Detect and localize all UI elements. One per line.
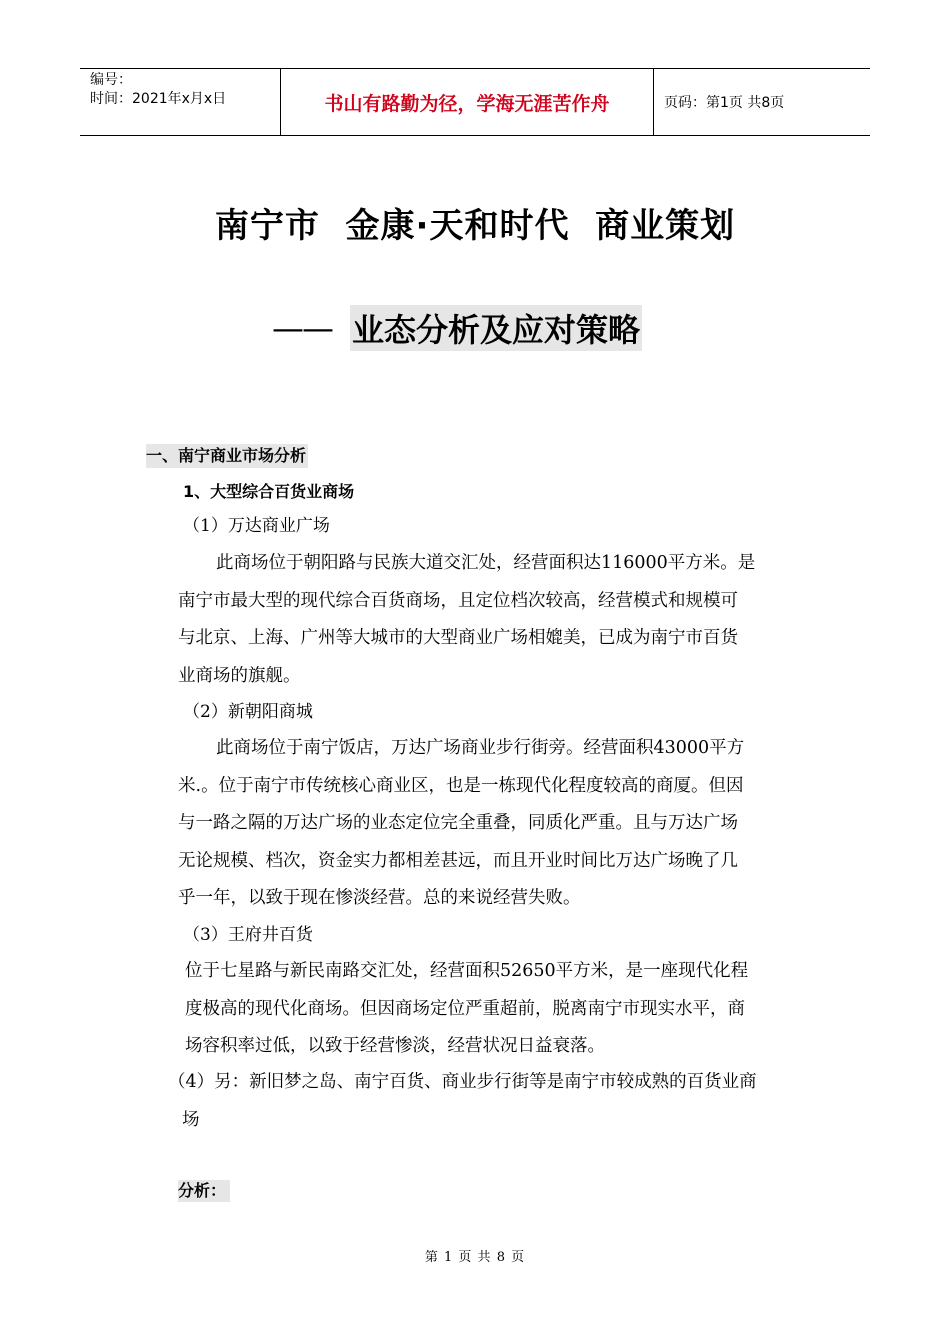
paragraph-line: 无论规模、档次，资金实力都相差甚远，而且开业时间比万达广场晚了几 <box>178 850 738 871</box>
page-header <box>80 68 870 136</box>
document-subtitle <box>272 308 642 348</box>
page-footer: 第 1 页 共 8 页 <box>424 1250 526 1265</box>
paragraph-line: 与北京、上海、广州等大城市的大型商业广场相媲美，已成为南宁市百货 <box>178 628 738 648</box>
paragraph-line: 度极高的现代化商场。但因商场定位严重超前，脱离南宁市现实水平，商 <box>185 998 745 1019</box>
paragraph-line: 场容积率过低，以致于经营惨淡，经营状况日益衰落。 <box>185 1036 605 1056</box>
subsection-heading: 1、大型综合百货业商场 <box>183 482 355 501</box>
paragraph-line: 乎一年，以致于现在惨淡经营。总的来说经营失败。 <box>178 888 581 908</box>
item-paragraph-4 <box>168 1064 808 1139</box>
paragraph-line: 业商场的旗舰。 <box>178 665 301 686</box>
item-paragraph-2 <box>178 730 806 918</box>
header-number: 编号： <box>90 72 132 88</box>
paragraph-line: 此商场位于南宁饭店，万达广场商业步行街旁。经营面积43000平方 <box>216 738 745 758</box>
paragraph-line: 米.。位于南宁市传统核心商业区，也是一栋现代化程度较高的商厦。但因 <box>178 775 744 796</box>
section-heading: 一、南宁商业市场分析 <box>146 444 308 468</box>
subtitle-dash: —— <box>272 309 332 347</box>
item-label-1: （1）万达商业广场 <box>183 516 330 536</box>
paragraph-line: 与一路之隔的万达广场的业态定位完全重叠，同质化严重。且与万达广场 <box>178 813 738 833</box>
document-title: 南宁市 金康·天和时代 商业策划 <box>214 206 736 246</box>
paragraph-line: 此商场位于朝阳路与民族大道交汇处，经营面积达116000平方米。是 <box>216 553 756 573</box>
item-paragraph-1 <box>178 545 806 695</box>
paragraph-line: 场 <box>182 1109 200 1130</box>
header-motto: 书山有路勤为径，学海无涯苦作舟 <box>281 69 654 135</box>
paragraph-line: 南宁市最大型的现代综合百货商场，且定位档次较高，经营模式和规模可 <box>178 590 738 611</box>
item-label-4: （4）另：新旧梦之岛、南宁百货、商业步行街等是南宁市较成熟的百货业商 <box>168 1072 757 1092</box>
header-page-info: 页码：第1页 共8页 <box>664 95 785 111</box>
item-paragraph-3 <box>185 953 806 1066</box>
item-label-2: （2）新朝阳商城 <box>183 702 313 722</box>
header-meta <box>80 69 281 135</box>
subtitle-text: 业态分析及应对策略 <box>350 305 642 351</box>
analysis-label: 分析： <box>178 1180 230 1202</box>
header-date: 时间：2021年x月x日 <box>90 91 227 107</box>
paragraph-line: 位于七星路与新民南路交汇处，经营面积52650平方米，是一座现代化程 <box>185 961 749 981</box>
item-label-3: （3）王府井百货 <box>183 925 313 945</box>
